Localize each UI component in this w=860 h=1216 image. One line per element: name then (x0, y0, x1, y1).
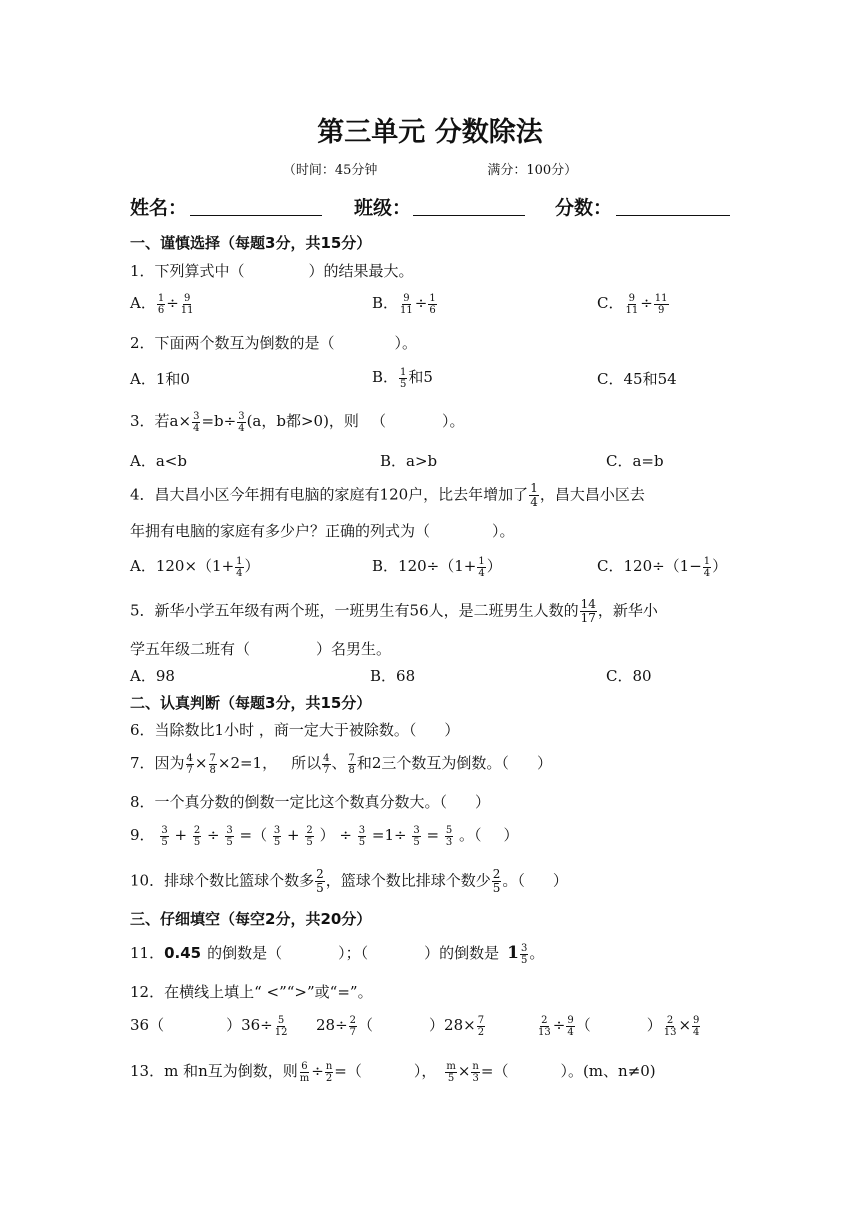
q4-option-b: B．120÷（1+ $\frac{1}{4}$ ） (372, 555, 502, 579)
q12-part-2: 28÷ $\frac{2}{7}$ （ ）28× $\frac{7}{2}$ (316, 1014, 485, 1038)
q5-option-a: A．98 (130, 667, 175, 685)
section-1-heading: 一、谨慎选择（每题3分，共15分） (130, 234, 372, 252)
q4-option-a: A．120×（1+ $\frac{1}{4}$ ） (130, 555, 260, 579)
question-7: 7．因为 $\frac{4}{7}$ × $\frac{7}{8}$ ×2=1， 所以 $\frac{4}{7}$ 、 $\frac{7}{8}$ 和2三个数互为倒数。（ ） (130, 752, 552, 776)
question-2: 2．下面两个数互为倒数的是（ ）。 (130, 334, 418, 352)
name-blank[interactable] (190, 215, 322, 216)
question-1: 1．下列算式中（ ）的结果最大。 (130, 262, 414, 280)
q5-option-c: C．80 (606, 667, 652, 685)
q3-option-a: A．a<b (130, 452, 187, 470)
question-10: 10．排球个数比篮球个数多 $\frac{2}{5}$ ，篮球个数比排球个数少 $\frac{2}{5}$ 。（ ） (130, 867, 568, 895)
question-5-line-2: 学五年级二班有（ ）名男生。 (130, 640, 392, 658)
score-blank[interactable] (616, 215, 730, 216)
section-2-heading: 二、认真判断（每题3分，共15分） (130, 694, 372, 712)
q1-option-b: B． $\frac{9}{11}$ ÷ $\frac{1}{6}$ (372, 292, 436, 316)
q12-part-3: $\frac{2}{13}$ ÷ $\frac{9}{4}$ （ ） $\frac{2}{13}$ × $\frac{9}{4}$ (538, 1014, 700, 1038)
q3-option-b: B．a>b (380, 452, 438, 470)
question-5-line-1: 5．新华小学五年级有两个班，一班男生有56人，是二班男生人数的 $\frac{14}{17}$ ，新华小 (130, 597, 658, 625)
question-4-line-1: 4．昌大昌小区今年拥有电脑的家庭有120户，比去年增加了 $\frac{1}{4}$ ，昌大昌小区去 (130, 481, 645, 509)
question-9: 9． $\frac{3}{5}$ + $\frac{2}{5}$ ÷ $\frac{3}{5}$ =（ $\frac{3}{5}$ + $\frac{2}{5}$ ） ÷ $\frac{3}{5}$ =1÷ $\frac{3}{5}$ = $\frac{5}{3}$ 。（ ） (130, 824, 519, 848)
q2-option-b: B． $\frac{1}{5}$ 和5 (372, 366, 433, 390)
question-11: 11．0.45 的倒数是（ ）；（ ）的倒数是 1 $\frac{3}{5}$ 。 (130, 942, 545, 966)
q4-option-c: C．120÷（1− $\frac{1}{4}$ ） (597, 555, 728, 579)
score-label: 分数： (555, 197, 613, 219)
question-12: 12．在横线上填上“ <”“>”或“=”。 (130, 983, 373, 1001)
class-blank[interactable] (413, 215, 525, 216)
class-label: 班级： (354, 197, 412, 219)
question-8: 8．一个真分数的倒数一定比这个数真分数大。（ ） (130, 793, 491, 811)
question-13: 13．m 和n互为倒数，则 $\frac{6}{m}$ ÷ $\frac{n}{2}$ =（ ）， $\frac{m}{5}$ × $\frac{n}{3}$ =（ ）。(m、n≠0) (130, 1060, 656, 1084)
question-6: 6．当除数比1小时 ，商一定大于被除数。（ ） (130, 721, 460, 739)
q1-option-c: C． $\frac{9}{11}$ ÷ $\frac{11}{9}$ (597, 292, 668, 316)
q5-option-b: B．68 (370, 667, 416, 685)
q12-part-1: 36（ ）36÷ $\frac{5}{12}$ (130, 1014, 288, 1038)
q2-option-c: C．45和54 (597, 370, 677, 388)
q2-option-a: A．1和0 (130, 370, 190, 388)
score-info: 满分：100分） (487, 163, 578, 178)
name-label: 姓名： (130, 197, 188, 219)
section-3-heading: 三、仔细填空（每空2分，共20分） (130, 910, 372, 928)
question-3: 3．若a× $\frac{3}{4}$ =b÷ $\frac{3}{4}$ (a，b都>0)，则 （ ）。 (130, 410, 465, 434)
question-4-line-2: 年拥有电脑的家庭有多少户？正确的列式为（ ）。 (130, 522, 515, 540)
exam-subtitle (0, 159, 860, 178)
q3-option-c: C．a=b (606, 452, 664, 470)
page-title: 第三单元 分数除法 (317, 117, 543, 148)
q1-option-a: A． $\frac{1}{6}$ ÷ $\frac{9}{11}$ (130, 292, 194, 316)
time-info: （时间：45分钟 (282, 163, 378, 178)
